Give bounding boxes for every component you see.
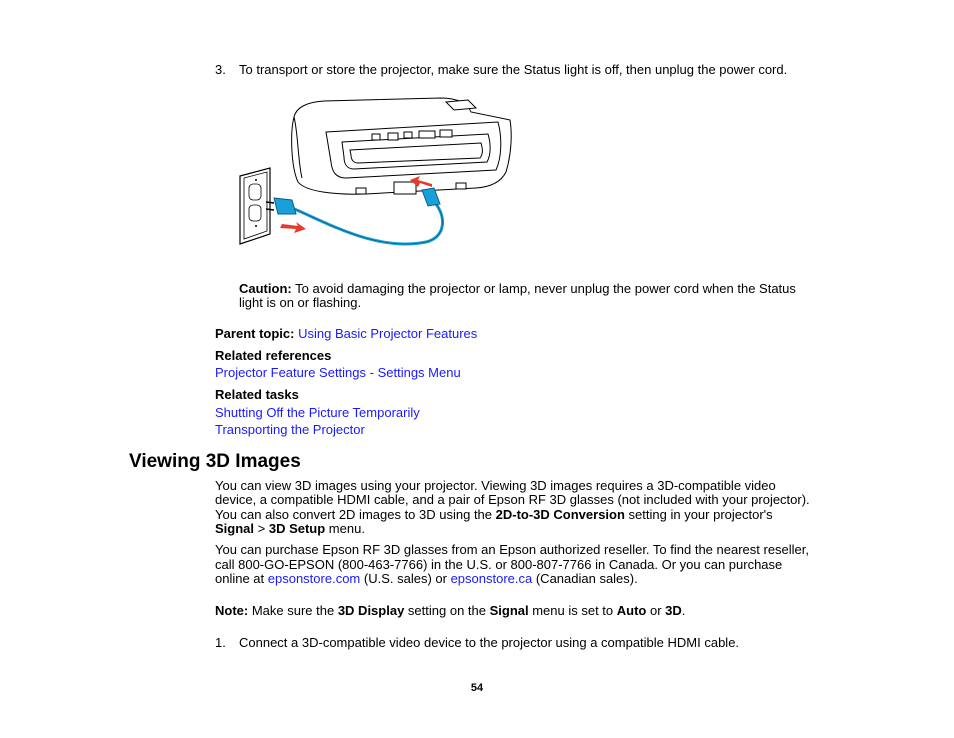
parent-topic bbox=[215, 326, 477, 341]
parent-topic-link[interactable]: Using Basic Projector Features bbox=[298, 326, 478, 341]
paragraph-line: call 800-GO-EPSON (800-463-7766) in the U.S. or 800-807-7766 in Canada. Or you can purchase bbox=[215, 557, 783, 572]
section-title: Viewing 3D Images bbox=[129, 451, 301, 472]
note-label: Note: bbox=[215, 603, 249, 618]
projector-icon bbox=[292, 98, 512, 194]
related-task-link[interactable]: Transporting the Projector bbox=[215, 422, 365, 437]
step-number: 3. bbox=[215, 62, 226, 77]
projector-unplug-illustration bbox=[236, 92, 516, 252]
paragraph-line: You can also convert 2D images to 3D using the 2D-to-3D Conversion setting in your projector's bbox=[215, 507, 773, 522]
related-reference-link[interactable]: Projector Feature Settings - Settings Menu bbox=[215, 365, 461, 380]
projector-plug-icon bbox=[422, 188, 440, 206]
caution-label: Caution: bbox=[239, 281, 292, 296]
unplug-arrow-icon bbox=[280, 222, 306, 233]
note: Note: Make sure the 3D Display setting on the Signal menu is set to Auto or 3D. bbox=[215, 603, 686, 618]
parent-topic-label: Parent topic: bbox=[215, 326, 295, 341]
paragraph-line: Signal > 3D Setup menu. bbox=[215, 521, 365, 536]
related-task-link[interactable]: Shutting Off the Picture Temporarily bbox=[215, 405, 420, 420]
step-number: 1. bbox=[215, 635, 226, 650]
power-cord-icon bbox=[292, 200, 443, 244]
caution-note bbox=[239, 281, 796, 296]
paragraph-line: You can view 3D images using your projector. Viewing 3D images requires a 3D-compatible video bbox=[215, 478, 776, 493]
related-tasks-heading: Related tasks bbox=[215, 387, 299, 402]
step-text: To transport or store the projector, make sure the Status light is off, then unplug the power cord. bbox=[239, 62, 788, 77]
step-text: Connect a 3D-compatible video device to the projector using a compatible HDMI cable. bbox=[239, 635, 740, 650]
epsonstore-com-link[interactable]: epsonstore.com bbox=[267, 571, 361, 586]
epsonstore-ca-link[interactable]: epsonstore.ca bbox=[450, 571, 533, 586]
paragraph-line: device, a compatible HDMI cable, and a pair of Epson RF 3D glasses (not included with your projector). bbox=[215, 492, 810, 507]
caution-text-continued: light is on or flashing. bbox=[239, 295, 362, 310]
caution-text: To avoid damaging the projector or lamp, never unplug the power cord when the Status bbox=[291, 281, 796, 296]
paragraph-line: online at epsonstore.com (U.S. sales) or epsonstore.ca (Canadian sales). bbox=[215, 571, 638, 586]
page-number: 54 bbox=[470, 682, 484, 694]
paragraph-line: You can purchase Epson RF 3D glasses from an Epson authorized reseller. To find the nearest reseller, bbox=[215, 542, 810, 557]
wall-outlet-icon bbox=[240, 168, 270, 244]
related-references-heading: Related references bbox=[215, 348, 332, 363]
